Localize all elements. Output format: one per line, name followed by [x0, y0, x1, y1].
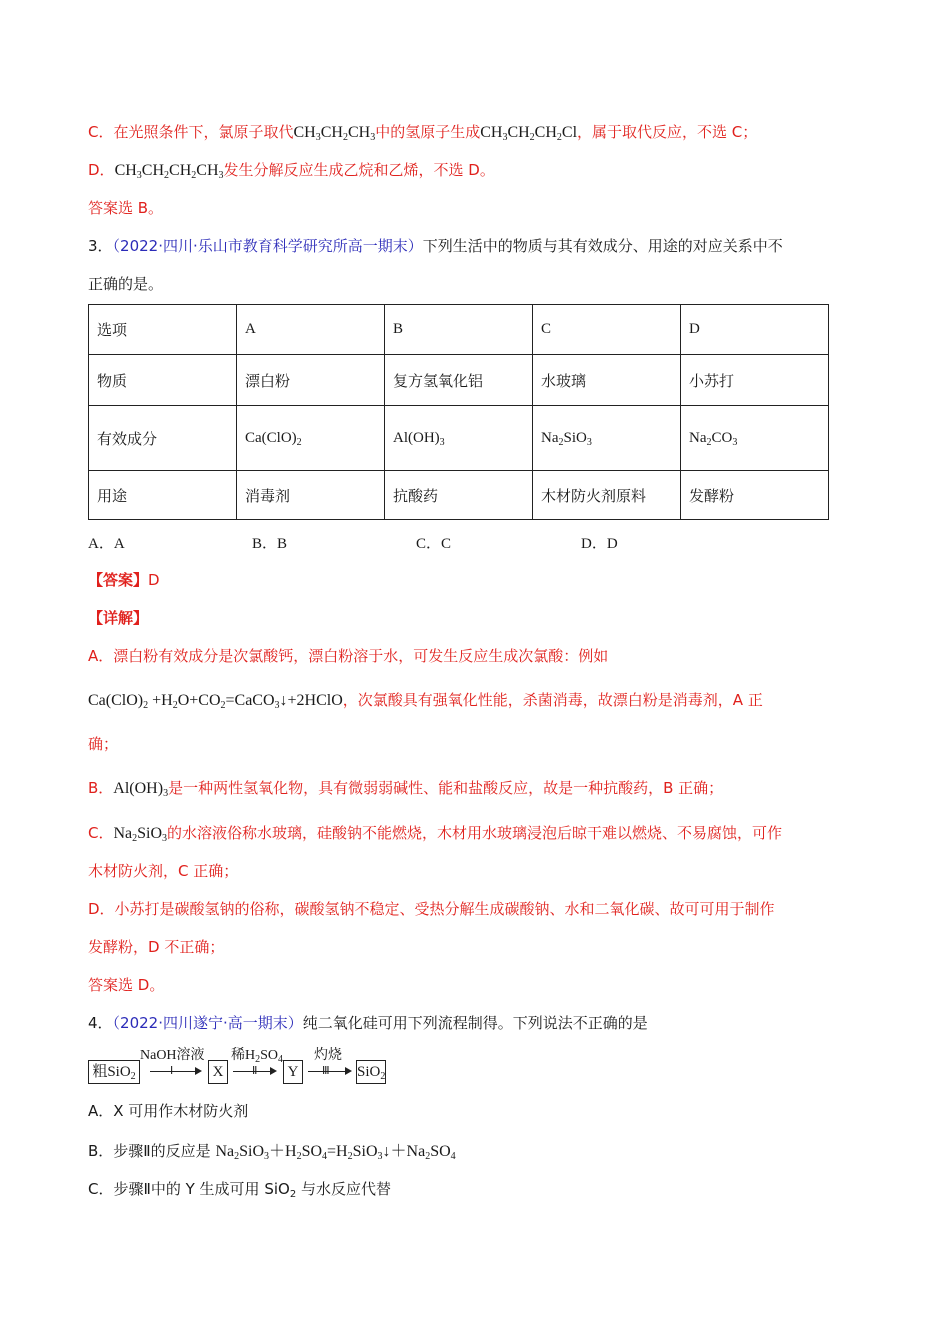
explanation-c-cont: 木材防火剂，C 正确；: [88, 862, 239, 880]
question-4-source: （2022·四川遂宁·高一期末）: [112, 1014, 303, 1032]
flow-step-2: Ⅱ: [252, 1064, 258, 1077]
answer-q3-final: 答案选 D。: [88, 976, 165, 994]
explanation-a-cont: $Ca(ClO)_2$ $+H_2O+CO_2=CaCO_3↓+2HClO$，次氯酸具有强氧化性能，杀菌消毒，故漂白粉是消毒剂，A 正: [88, 691, 763, 711]
formula-propane: $CH_3CH_2CH_3$: [293, 124, 376, 143]
option-d: D．D: [581, 536, 618, 552]
equation-bleach: $Ca(ClO)_2$ $+H_2O+CO_2=CaCO_3↓+2HClO$: [88, 692, 343, 711]
flow-reagent-3: 灼烧: [314, 1048, 342, 1063]
flow-step-1: Ⅰ: [170, 1064, 174, 1077]
explanation-a: A．漂白粉有效成分是次氯酸钙，漂白粉溶于水，可发生反应生成次氯酸：例如: [88, 647, 609, 665]
question-4-option-c: C．步骤Ⅱ中的 Y 生成可用 SiO$_2$ 与水反应代替: [88, 1180, 391, 1200]
question-3: 3．（2022·四川·乐山市教育科学研究所高一期末）下列生活中的物质与其有效成分、用途的对应关系中不: [88, 237, 783, 255]
detail-heading: 【详解】: [88, 609, 149, 627]
formula-sodium-carbonate: $Na_2CO_3$: [681, 406, 829, 471]
answer-q3: 【答案】D: [88, 571, 160, 589]
formula-sodium-silicate: $Na_2SiO_3$: [533, 406, 681, 471]
explanation-a-end: 确；: [88, 735, 119, 753]
formula-na2sio3: $Na_2SiO_3$: [113, 825, 168, 844]
question-4: 4．（2022·四川遂宁·高一期末）纯二氧化硅可用下列流程制得。下列说法不正确的是: [88, 1014, 648, 1032]
question-3-table: [88, 304, 829, 520]
flow-diagram: [88, 1044, 408, 1088]
question-3-cont: 正确的是。: [88, 275, 164, 293]
flow-step-3: Ⅲ: [322, 1064, 330, 1077]
table-row: 选项 A B C D: [89, 305, 829, 355]
answer-prev: 答案选 B。: [88, 199, 164, 217]
flow-arrow-1: [150, 1071, 200, 1072]
flow-x-box: X: [208, 1060, 228, 1084]
option-a: A．A: [88, 536, 125, 552]
question-3-source: （2022·四川·乐山市教育科学研究所高一期末）: [112, 237, 423, 255]
explanation-d-cont: 发酵粉，D 不正确；: [88, 938, 225, 956]
formula-aloh3: $Al(OH)_3$: [113, 780, 169, 799]
table-row: 有效成分 $Ca(ClO)_2$ $Al(OH)_3$ $Na_2SiO_3$ $Na_2CO_3$: [89, 406, 829, 471]
flow-end-box: SiO$_2$: [356, 1060, 386, 1084]
explanation-c-prev: C．在光照条件下，氯原子取代$CH_3CH_2CH_3$中的氢原子生成$CH_3CH_2CH_2Cl$，属于取代反应，不选 C；: [88, 123, 758, 143]
flow-y-box: Y: [283, 1060, 303, 1084]
option-b: B．B: [252, 536, 288, 552]
table-row: 用途 消毒剂 抗酸药 木材防火剂原料 发酵粉: [89, 471, 829, 520]
equation-silicate: $Na_2SiO_3+H_2SO_4=H_2SiO_3↓+Na_2SO_4$: [215, 1143, 456, 1162]
option-c: C．C: [416, 536, 452, 552]
formula-butane: $CH_3CH_2CH_2CH_3$: [114, 162, 224, 181]
table-row: 物质 漂白粉 复方氢氧化铝 水玻璃 小苏打: [89, 355, 829, 406]
explanation-d: D．小苏打是碳酸氢钠的俗称，碳酸氢钠不稳定、受热分解生成碳酸钠、水和二氧化碳、故可可用于制作: [88, 900, 775, 918]
question-4-option-b: B．步骤Ⅱ的反应是 $Na_2SiO_3+H_2SO_4=H_2SiO_3↓+Na_2SO_4$: [88, 1142, 456, 1162]
explanation-c: C．$Na_2SiO_3$的水溶液俗称水玻璃，硅酸钠不能燃烧，木材用水玻璃浸泡后晾干难以燃烧、不易腐蚀，可作: [88, 824, 783, 844]
flow-reagent-2: 稀$H_2SO_4$: [231, 1048, 284, 1065]
formula-calcium-hypochlorite: $Ca(ClO)_2$: [237, 406, 385, 471]
formula-chloropropane: $CH_3CH_2CH_2Cl$: [480, 124, 578, 143]
flow-reagent-1: NaOH溶液: [140, 1048, 205, 1063]
explanation-b: B．$Al(OH)_3$是一种两性氢氧化物，具有微弱弱碱性、能和盐酸反应，故是一种抗酸药，B 正确；: [88, 779, 724, 799]
formula-aluminum-hydroxide: $Al(OH)_3$: [385, 406, 533, 471]
question-4-option-a: A．X 可用作木材防火剂: [88, 1102, 249, 1120]
explanation-d-prev: D．$CH_3CH_2CH_2CH_3$发生分解反应生成乙烷和乙烯，不选 D。: [88, 161, 495, 181]
flow-start-box: 粗SiO$_2$: [88, 1060, 140, 1084]
